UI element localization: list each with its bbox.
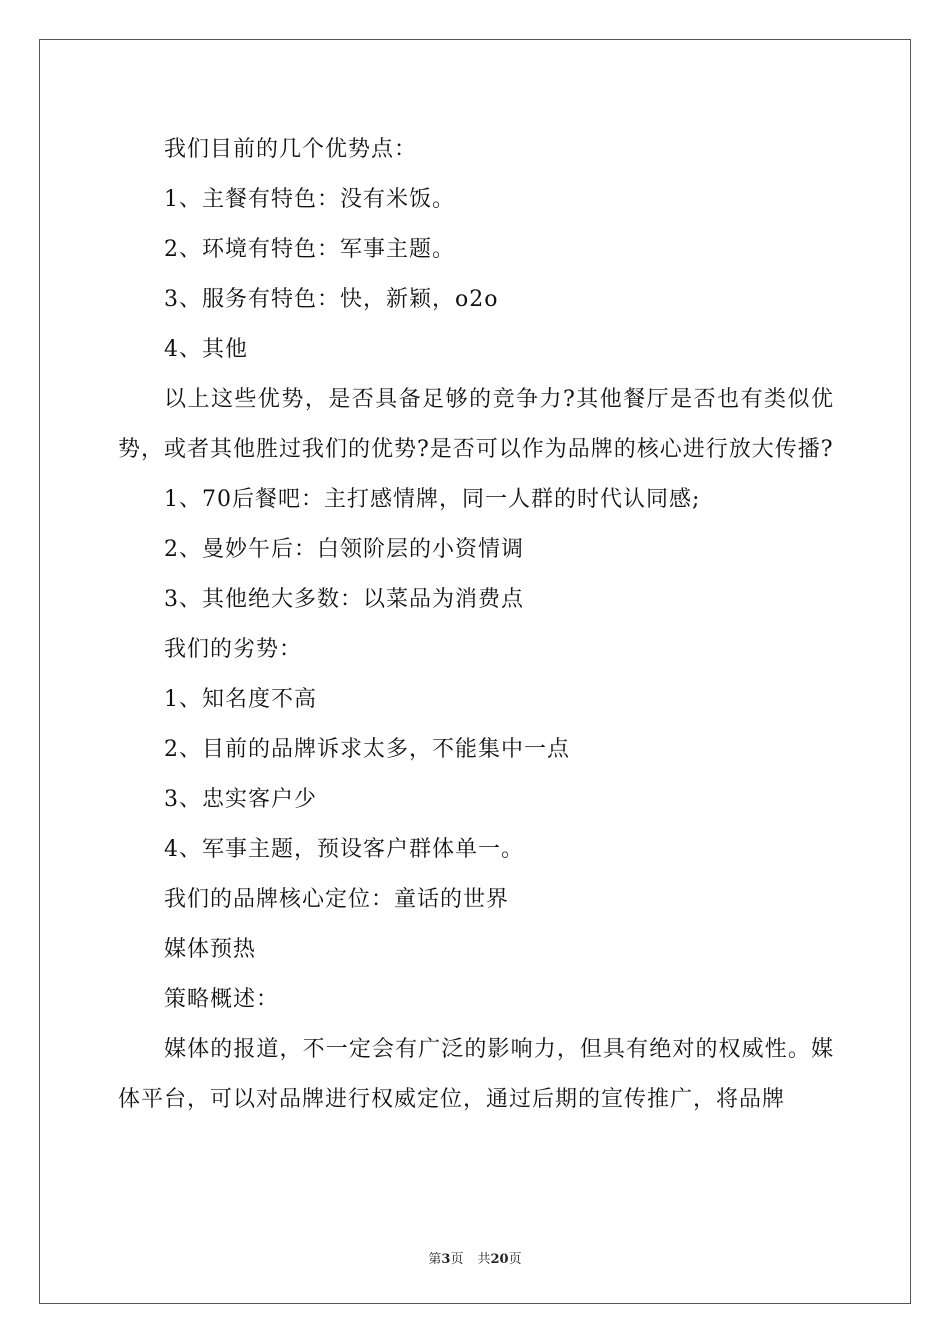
text-line: 4、其他 [164, 337, 248, 362]
page-suffix: 页 [450, 1252, 464, 1267]
text-line: 4、军事主题，预设客户群体单一。 [164, 837, 524, 862]
document-body [118, 125, 834, 1125]
paragraph-media: 媒体的报道，不一定会有广泛的影响力，但具有绝对的权威性。媒体平台，可以对品牌进行权威定位，通过后期的宣传推广，将品牌 [118, 1037, 834, 1112]
text-line: 3、忠实客户少 [164, 787, 317, 812]
text-line: 1、知名度不高 [164, 687, 317, 712]
text-line: 1、主餐有特色：没有米饭。 [164, 187, 455, 212]
text-line: 3、其他绝大多数：以菜品为消费点 [164, 587, 524, 612]
text-line: 媒体预热 [164, 937, 257, 962]
total-suffix: 页 [508, 1252, 522, 1267]
text-line: 策略概述： [164, 987, 280, 1012]
text-line: 1、70后餐吧：主打感情牌，同一人群的时代认同感; [164, 487, 701, 512]
text-line: 2、曼妙午后：白领阶层的小资情调 [164, 537, 524, 562]
text-line: 我们的劣势： [164, 637, 303, 662]
page-footer [0, 1248, 950, 1267]
page-total: 20 [490, 1252, 509, 1267]
page-prefix: 第 [428, 1252, 442, 1267]
text-line: 我们的品牌核心定位：童话的世界 [164, 887, 510, 912]
paragraph-competition: 以上这些优势，是否具备足够的竞争力?其他餐厅是否也有类似优势，或者其他胜过我们的优势?是否可以作为品牌的核心进行放大传播? [118, 387, 834, 462]
text-line: 3、服务有特色：快，新颖，o2o [164, 287, 499, 312]
text-line: 2、环境有特色：军事主题。 [164, 237, 455, 262]
text-line: 我们目前的几个优势点： [164, 137, 418, 162]
total-prefix: 共 [477, 1252, 491, 1267]
text-line: 2、目前的品牌诉求太多，不能集中一点 [164, 737, 570, 762]
page-current: 3 [441, 1252, 451, 1267]
